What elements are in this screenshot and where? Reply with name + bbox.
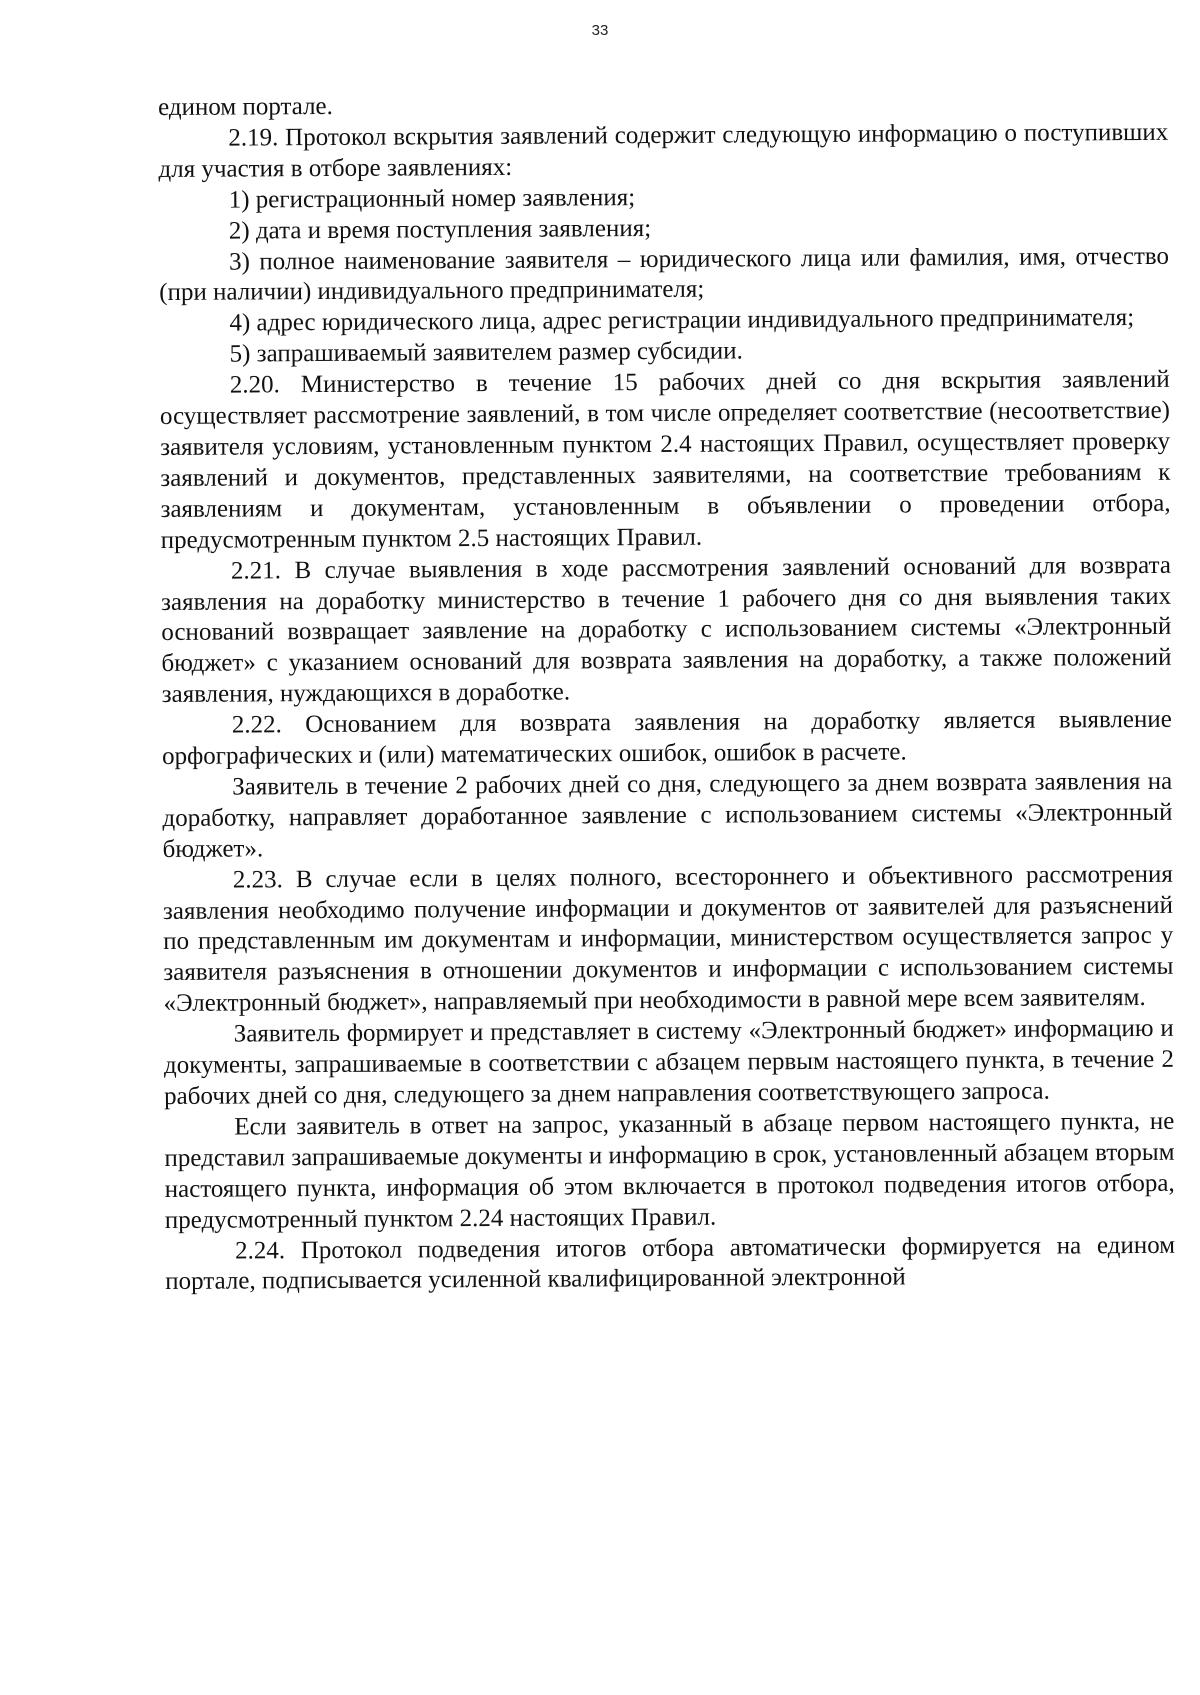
- list-item-3: 3) полное наименование заявителя – юридического лица или фамилия, имя, отчество (при наличии) индивидуального предпринимателя;: [159, 242, 1170, 307]
- paragraph-2-23: 2.23. В случае если в целях полного, всестороннего и объективного рассмотрения заявления необходимо получение информации и документов от заявителей для разъяснений по представленным им документам и информации, министерством осуществляется запрос у заявителя разъяснения в отношении документов и информации с использованием системы «Электронный бюджет», направляемый при необходимости в равной мере всем заявителям.: [162, 860, 1174, 1018]
- paragraph-2-19: 2.19. Протокол вскрытия заявлений содержит следующую информацию о поступивших для участия в отборе заявлениях:: [158, 118, 1169, 183]
- paragraph: Если заявитель в ответ на запрос, указанный в абзаце первом настоящего пункта, не представил запрашиваемые документы и информацию в срок, установленный абзацем вторым настоящего пункта, информация об этом включается в протокол подведения итогов отбора, предусмотренный пунктом 2.24 настоящих Правил.: [164, 1107, 1175, 1234]
- paragraph-2-20: 2.20. Министерство в течение 15 рабочих дней со дня вскрытия заявлений осуществляет рассмотрение заявлений, в том числе определяет соответствие (несоответствие) заявителя условиям, установленным пунктом 2.4 настоящих Правил, осуществляет проверку заявлений и документов, представленных заявителями, на соответствие требованиям к заявлениям и документам, установленным в объявлении о проведении отбора, предусмотренным пунктом 2.5 настоящих Правил.: [159, 365, 1171, 554]
- list-item-1: 1) регистрационный номер заявления;: [228, 183, 636, 214]
- paragraph: едином портале.: [158, 92, 333, 121]
- document-body: [158, 87, 1175, 1298]
- list-item-4: 4) адрес юридического лица, адрес регистрации индивидуального предпринимателя;: [229, 304, 1135, 337]
- paragraph-2-21: 2.21. В случае выявления в ходе рассмотрения заявлений оснований для возврата заявления на доработку министерство в течение 1 рабочего дня со дня выявления таких оснований возвращает заявление на доработку с использованием системы «Электронный бюджет» с указанием оснований для возврата заявления на доработку, а также положений заявления, нуждающихся в доработке.: [161, 551, 1172, 709]
- list-item-5: 5) запрашиваемый заявителем размер субсидии.: [229, 337, 743, 368]
- paragraph: Заявитель формирует и представляет в систему «Электронный бюджет» информацию и документы, запрашиваемые в соответствии с абзацем первым настоящего пункта, в течение 2 рабочих дней со дня, следующего за днем направления соответствующего запроса.: [163, 1015, 1175, 1110]
- paragraph: Заявитель в течение 2 рабочих дней со дня, следующего за днем возврата заявления на доработку, направляет доработанное заявление с использованием системы «Электронный бюджет».: [162, 767, 1173, 863]
- paragraph-2-22: 2.22. Основанием для возврата заявления на доработку является выявление орфографических и (или) математических ошибок, ошибок в расчете.: [161, 705, 1172, 771]
- page-number: 33: [591, 22, 609, 39]
- paragraph-2-24: 2.24. Протокол подведения итогов отбора автоматически формируется на едином портале, подписывается усиленной квалифицированной электронной: [165, 1231, 1176, 1296]
- list-item-2: 2) дата и время поступления заявления;: [228, 214, 652, 245]
